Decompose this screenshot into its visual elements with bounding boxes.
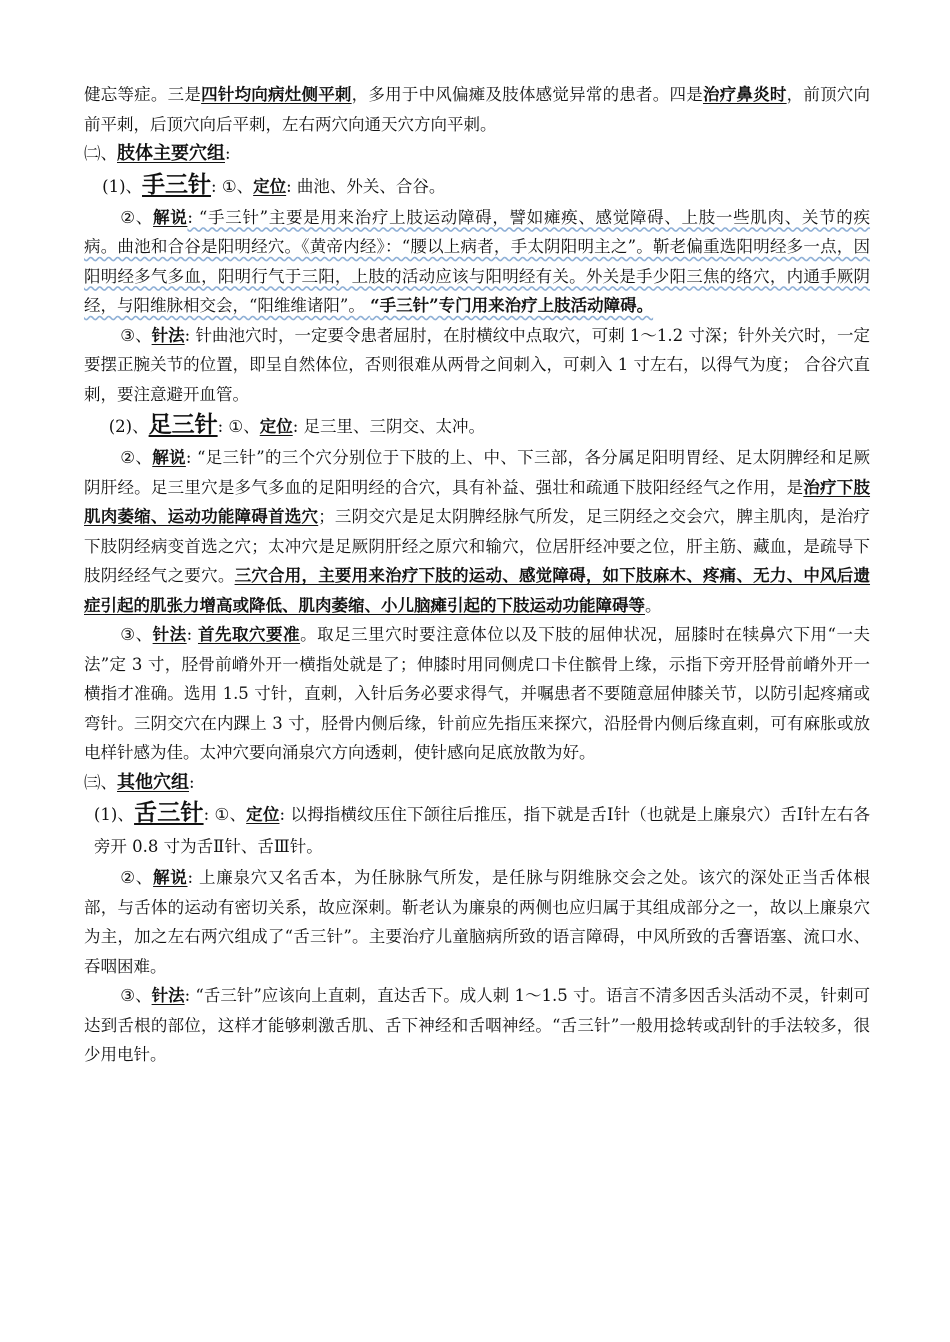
zu-heading — [84, 409, 870, 443]
colon: : — [211, 176, 217, 196]
marker: ③、 — [120, 625, 153, 644]
location-text: : 曲池、外关、合谷。 — [286, 176, 446, 196]
label-location: 定位 — [259, 417, 293, 436]
emphasis: “手三针”专门用来治疗上肢活动障碍。 — [370, 296, 654, 315]
location-text: : 以拇指横纹压住下颌往后推压，指下就是舌Ⅰ针（也就是上廉泉穴）舌Ⅰ针左右各旁开 0.8 寸为舌Ⅱ针、舌Ⅲ针。 — [93, 805, 871, 856]
location-text: : 足三里、三阴交、太冲。 — [292, 417, 486, 436]
marker: ③、 — [120, 986, 152, 1005]
item-name: 手三针 — [142, 170, 212, 198]
she-explanation — [84, 863, 870, 981]
explanation-text: ；三阴交穴是足太阴脾经脉气所发，足三阴经之交会穴，脾主肌肉，是治疗下肢阴经病变首选之穴；太冲穴是足厥阴肝经之原穴和输穴，位居肝经冲要之位，肝主筋、藏血，是疏导下肢阴经经气之要穴。 — [84, 507, 871, 585]
colon: : — [189, 772, 195, 792]
label-explanation: 解说 — [153, 207, 188, 227]
explanation-text: : 上廉泉穴又名舌本，为任脉脉气所发，是任脉与阴维脉交会之处。该穴的深处正当舌体根部，与舌体的运动有密切关系，故应深刺。靳老认为廉泉的两侧也应归属于其组成部分之一，故以上廉泉穴为主，加之左右两穴组成了“舌三针”。主要治疗儿童脑病所致的语言障碍，中风所致的舌謇语塞、流口水、吞咽困难。 — [84, 868, 871, 976]
shou-heading — [84, 169, 870, 203]
section-title: 其他穴组 — [117, 771, 189, 793]
needling-text: : “舌三针”应该向上直刺，直达舌下。成人刺 1～1.5 寸。语言不清多因舌头活动不灵，针刺可达到舌根的部位，这样才能够刺激舌肌、舌下神经和舌咽神经。“舌三针”一般用捻转或刮针的手法较多，很少用电针。 — [84, 986, 870, 1064]
label-location: 定位 — [253, 176, 287, 196]
needling-text: 。取足三里穴时要注意体位以及下肢的屈伸状况，屈膝时在犊鼻穴下用“一夫法”定 3 寸，胫骨前嵴外开一横指处就是了；伸膝时用同侧虎口卡住髌骨上缘，示指下旁开胫骨前嵴外开一横指才准确。选用 1.5 寸针，直刺，入针后务必要求得气，并嘱患者不要随意屈伸膝关节，以防引起疼痛或弯针。三阴交穴在内踝上 3 寸，胫骨内侧后缘，针前应先指压来探穴，沿胫骨内侧后缘直刺，可有麻胀或放电样针感为佳。太冲穴要向涌泉穴方向透刺，使针感向足底放散为好。 — [84, 625, 871, 762]
shou-explanation — [84, 203, 870, 321]
item-name: 舌三针 — [134, 799, 204, 826]
colon: : ①、 — [203, 805, 247, 824]
section-number: ㈢、 — [84, 772, 117, 792]
item-number: (1)、 — [93, 805, 135, 824]
label-needling: 针法 — [151, 325, 185, 345]
item-number: (1)、 — [102, 176, 143, 196]
marker: ①、 — [221, 176, 254, 196]
paragraph-intro — [84, 80, 870, 139]
section-title: 肢体主要穴组 — [117, 143, 225, 164]
colon: : — [186, 625, 198, 644]
emphasis: 治疗下肢肌肉萎缩、运动功能障碍首选穴 — [84, 477, 871, 526]
explanation-text: : “足三针”的三个穴分别位于下肢的上、中、下三部，各分属足阳明胃经、足太阴脾经和足厥阴肝经。足三里穴是多气多血的足阳明经的合穴，具有补益、强壮和疏通下肢阳经经气之作用，是 — [84, 448, 871, 497]
marker: ②、 — [120, 207, 153, 227]
label-explanation: 解说 — [152, 448, 186, 467]
emphasis: 三穴合用，主要用来治疗下肢的运动、感觉障碍，如下肢麻木、疼痛、无力、中风后遗症引起的肌张力增高或降低、肌肉萎缩、小儿脑瘫引起的下肢运动功能障碍等 — [84, 566, 871, 615]
shou-needling — [84, 321, 870, 410]
needling-text: : 针曲池穴时，一定要令患者屈肘，在肘横纹中点取穴，可刺 1～1.2 寸深；针外关穴时，一定要摆正腕关节的位置，即呈自然体位，否则很难从两骨之间刺入，可刺入 1 寸左右，以得气为度； 合谷穴直刺，要注意避开血管。 — [84, 325, 871, 404]
section-heading-2 — [84, 139, 870, 169]
colon: : — [217, 417, 224, 436]
zu-explanation — [84, 443, 870, 620]
marker: ②、 — [120, 868, 154, 887]
marker: ②、 — [120, 448, 153, 467]
emphasis: 首先取穴要准 — [197, 625, 301, 644]
label-needling: 针法 — [151, 986, 185, 1005]
section-number: ㈡、 — [84, 144, 117, 163]
she-needling — [84, 981, 870, 1070]
marker: ①、 — [228, 417, 260, 436]
text: 健忘等症。三是 — [84, 85, 202, 104]
label-explanation: 解说 — [153, 868, 188, 887]
zu-needling — [84, 620, 870, 768]
emphasis: 四针均向病灶侧平刺 — [201, 85, 352, 104]
label-location: 定位 — [246, 805, 280, 824]
item-name: 足三针 — [148, 411, 218, 438]
section-heading-3 — [84, 768, 870, 798]
explanation-text: 。 — [645, 595, 662, 615]
marker: ③、 — [120, 325, 152, 345]
item-number: (2)、 — [108, 417, 149, 436]
text: ，多用于中风偏瘫及肢体感觉异常的患者。四是 — [351, 85, 703, 104]
label-needling: 针法 — [152, 625, 187, 644]
colon: : — [225, 144, 231, 163]
explanation-text: : “手三针”主要是用来治疗上肢运动障碍，譬如瘫痪、感觉障碍、上肢一些肌肉、关节的疾病。曲池和合谷是阳明经穴。《黄帝内经》：“腰以上病者，手太阴阳明主之”。靳老偏重选阳明经多一点，因阳明经多气多血，阳明行气于三阳，上肢的活动应该与阳明经有关。外关是手少阳三焦的络穴，内通手厥阴经，与阳维脉相交会，“阳维维诸阳”。 — [84, 207, 871, 315]
text: ，前顶穴向前平刺，后顶穴向后平刺，左右两穴向通天穴方向平刺。 — [84, 85, 871, 134]
emphasis: 治疗鼻炎时 — [702, 85, 787, 104]
document-page — [84, 80, 870, 1070]
she-heading — [84, 797, 870, 863]
